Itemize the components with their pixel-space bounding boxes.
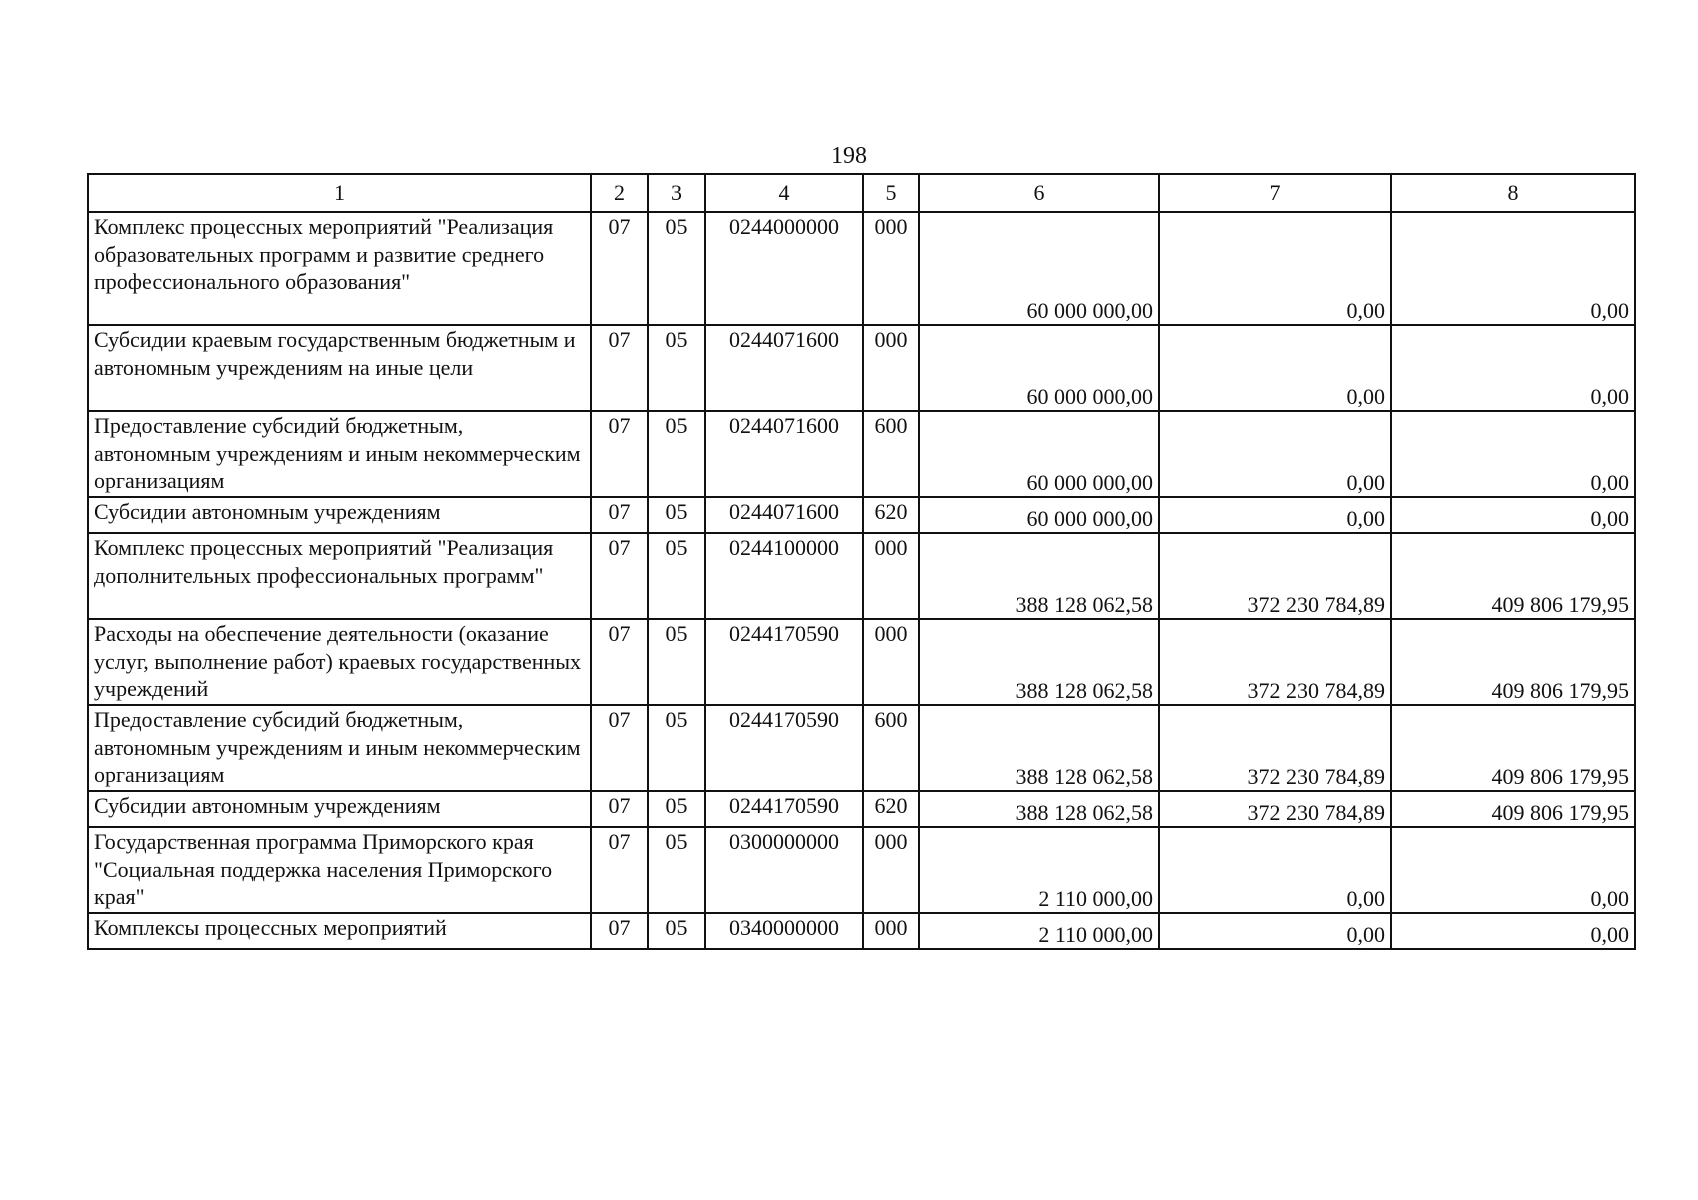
amount-cell-7: 372 230 784,89 [1159, 533, 1391, 619]
table-row [88, 827, 1635, 913]
expense-type-cell: 620 [863, 497, 919, 533]
budget-table [87, 173, 1636, 950]
section-code-cell: 07 [591, 827, 648, 913]
amount-cell-6: 388 128 062,58 [919, 705, 1159, 791]
section-code-cell: 07 [591, 212, 648, 325]
amount-cell-8: 409 806 179,95 [1391, 533, 1635, 619]
target-article-cell: 0244071600 [705, 325, 863, 411]
target-article-cell: 0244000000 [705, 212, 863, 325]
expense-type-cell: 000 [863, 533, 919, 619]
column-header: 7 [1159, 174, 1391, 212]
target-article-cell: 0244170590 [705, 619, 863, 705]
subsection-code-cell: 05 [648, 827, 705, 913]
section-code-cell: 07 [591, 411, 648, 497]
subsection-code-cell: 05 [648, 533, 705, 619]
target-article-cell: 0244170590 [705, 791, 863, 827]
subsection-code-cell: 05 [648, 411, 705, 497]
amount-cell-8: 0,00 [1391, 411, 1635, 497]
amount-cell-6: 2 110 000,00 [919, 913, 1159, 949]
target-article-cell: 0244100000 [705, 533, 863, 619]
amount-cell-6: 388 128 062,58 [919, 619, 1159, 705]
expense-type-cell: 000 [863, 212, 919, 325]
amount-cell-6: 60 000 000,00 [919, 497, 1159, 533]
section-code-cell: 07 [591, 913, 648, 949]
amount-cell-7: 372 230 784,89 [1159, 705, 1391, 791]
expense-type-cell: 620 [863, 791, 919, 827]
amount-cell-8: 0,00 [1391, 913, 1635, 949]
subsection-code-cell: 05 [648, 212, 705, 325]
table-row [88, 619, 1635, 705]
section-code-cell: 07 [591, 533, 648, 619]
section-code-cell: 07 [591, 325, 648, 411]
column-header: 3 [648, 174, 705, 212]
column-header: 1 [88, 174, 591, 212]
subsection-code-cell: 05 [648, 791, 705, 827]
expense-type-cell: 000 [863, 325, 919, 411]
target-article-cell: 0340000000 [705, 913, 863, 949]
subsection-code-cell: 05 [648, 325, 705, 411]
expense-name-cell: Предоставление субсидий бюджетным, автономным учреждениям и иным некоммерческим организациям [88, 411, 591, 497]
amount-cell-6: 60 000 000,00 [919, 411, 1159, 497]
table-row [88, 325, 1635, 411]
expense-name-cell: Комплекс процессных мероприятий "Реализация образовательных программ и развитие среднего профессионального образования" [88, 212, 591, 325]
column-header: 5 [863, 174, 919, 212]
table-row [88, 212, 1635, 325]
expense-name-cell: Комплекс процессных мероприятий "Реализация дополнительных профессиональных программ" [88, 533, 591, 619]
expense-type-cell: 600 [863, 411, 919, 497]
amount-cell-6: 2 110 000,00 [919, 827, 1159, 913]
table-header-row [88, 174, 1635, 212]
subsection-code-cell: 05 [648, 913, 705, 949]
target-article-cell: 0244071600 [705, 411, 863, 497]
target-article-cell: 0244071600 [705, 497, 863, 533]
expense-name-cell: Субсидии автономным учреждениям [88, 791, 591, 827]
table-row [88, 705, 1635, 791]
amount-cell-7: 372 230 784,89 [1159, 791, 1391, 827]
subsection-code-cell: 05 [648, 497, 705, 533]
expense-name-cell: Расходы на обеспечение деятельности (оказание услуг, выполнение работ) краевых государственных учреждений [88, 619, 591, 705]
amount-cell-8: 0,00 [1391, 212, 1635, 325]
subsection-code-cell: 05 [648, 619, 705, 705]
target-article-cell: 0300000000 [705, 827, 863, 913]
expense-name-cell: Комплексы процессных мероприятий [88, 913, 591, 949]
amount-cell-7: 0,00 [1159, 411, 1391, 497]
amount-cell-8: 0,00 [1391, 827, 1635, 913]
section-code-cell: 07 [591, 791, 648, 827]
amount-cell-7: 0,00 [1159, 913, 1391, 949]
section-code-cell: 07 [591, 497, 648, 533]
column-header: 8 [1391, 174, 1635, 212]
amount-cell-6: 60 000 000,00 [919, 325, 1159, 411]
table-row [88, 533, 1635, 619]
amount-cell-8: 409 806 179,95 [1391, 619, 1635, 705]
amount-cell-6: 388 128 062,58 [919, 791, 1159, 827]
table-row [88, 913, 1635, 949]
expense-type-cell: 600 [863, 705, 919, 791]
amount-cell-8: 409 806 179,95 [1391, 705, 1635, 791]
amount-cell-7: 0,00 [1159, 212, 1391, 325]
expense-type-cell: 000 [863, 827, 919, 913]
amount-cell-8: 409 806 179,95 [1391, 791, 1635, 827]
subsection-code-cell: 05 [648, 705, 705, 791]
amount-cell-6: 388 128 062,58 [919, 533, 1159, 619]
expense-name-cell: Субсидии автономным учреждениям [88, 497, 591, 533]
column-header: 2 [591, 174, 648, 212]
amount-cell-8: 0,00 [1391, 325, 1635, 411]
table-row [88, 497, 1635, 533]
expense-name-cell: Субсидии краевым государственным бюджетным и автономным учреждениям на иные цели [88, 325, 591, 411]
section-code-cell: 07 [591, 705, 648, 791]
amount-cell-8: 0,00 [1391, 497, 1635, 533]
table-row [88, 791, 1635, 827]
amount-cell-7: 372 230 784,89 [1159, 619, 1391, 705]
amount-cell-7: 0,00 [1159, 325, 1391, 411]
expense-type-cell: 000 [863, 913, 919, 949]
amount-cell-6: 60 000 000,00 [919, 212, 1159, 325]
expense-name-cell: Предоставление субсидий бюджетным, автономным учреждениям и иным некоммерческим организациям [88, 705, 591, 791]
expense-name-cell: Государственная программа Приморского края "Социальная поддержка населения Приморского края" [88, 827, 591, 913]
page-number: 198 [831, 143, 867, 169]
table-row [88, 411, 1635, 497]
column-header: 4 [705, 174, 863, 212]
section-code-cell: 07 [591, 619, 648, 705]
amount-cell-7: 0,00 [1159, 497, 1391, 533]
column-header: 6 [919, 174, 1159, 212]
target-article-cell: 0244170590 [705, 705, 863, 791]
amount-cell-7: 0,00 [1159, 827, 1391, 913]
expense-type-cell: 000 [863, 619, 919, 705]
